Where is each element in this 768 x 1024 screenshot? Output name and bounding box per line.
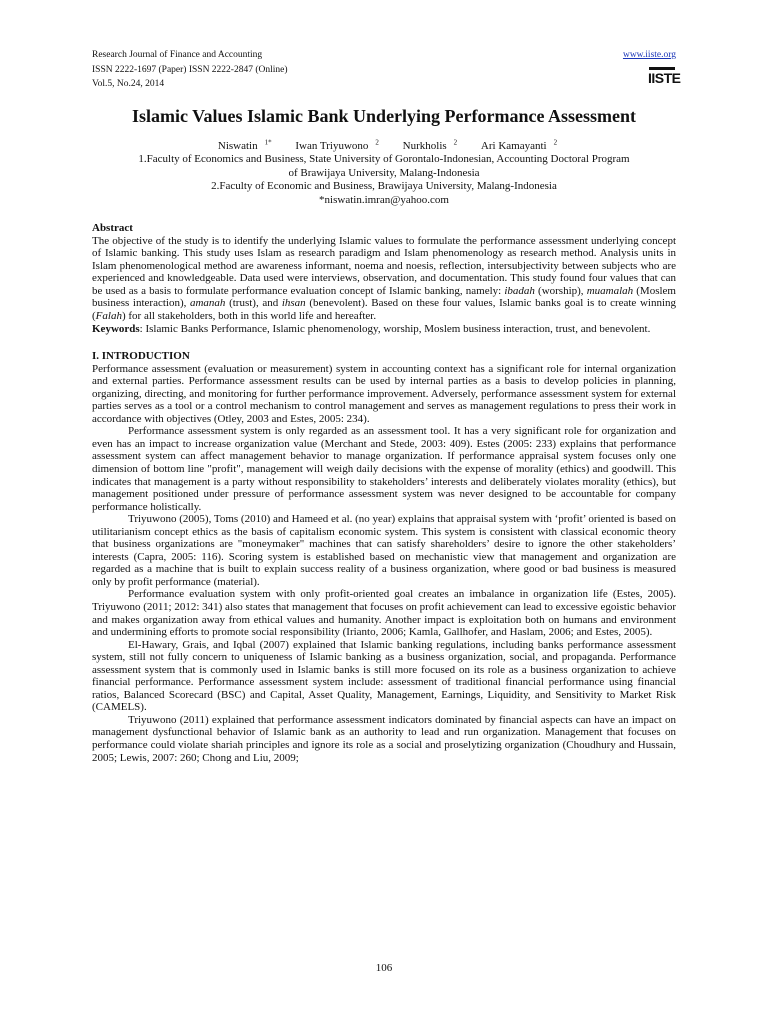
paragraph: Triyuwono (2011) explained that performance assessment indicators dominated by financial aspects can have an impact on management dysfunctional behavior of Islamic bank as an authority to lead and run organization. Management that focuses on performance could violate shariah principles and ignore its role as a social and proselytizing organization (Choudhury and Hussain, 2005; Lewis, 2007: 260; Chong and Liu, 2009; — [92, 713, 676, 764]
paragraph: Triyuwono (2005), Toms (2010) and Hameed et al. (no year) explains that appraisal system with ‘profit’ oriented is based on utilitarianism concept ethics as the basis of capitalism economic system. This system is consistent with classical economic theory that business organizations are "moneymaker" machines that can satisfy shareholders’ desire to ignore the other stakeholders’ interests (Capra, 2005: 116). Scoring system is established based on mechanistic view that management and organization are regarded as a machine that is built to explain success reality of a business organization, where good or bad business is measured only by profit performance (material). — [92, 513, 676, 588]
paper-title: Islamic Values Islamic Bank Underlying Performance Assessment — [132, 106, 636, 126]
author-list — [92, 136, 676, 153]
affiliation-line: of Brawijaya University, Malang-Indonesia — [288, 166, 480, 179]
author: Nurkholis $^2$ — [402, 138, 458, 152]
corresponding-email: *niswatin.imran@yahoo.com — [319, 193, 449, 206]
author: Ari Kamayanti $^2$ — [480, 138, 558, 152]
journal-volume: Vol.5, No.24, 2014 — [92, 79, 165, 89]
journal-issn: ISSN 2222-1697 (Paper) ISSN 2222-2847 (Online) — [92, 64, 288, 75]
logo-text: IISTE — [648, 69, 681, 86]
journal-branding — [622, 48, 681, 95]
paragraph: Performance evaluation system with only profit-oriented goal creates an imbalance in organization life (Estes, 2005). Triyuwono (2011; 2012: 341) also states that management that focuses on profit achievement can lead to excessive egoistic behavior and makes organization away from ethical values and humanity. Another impact is exploitation both on humans and environment and undermining efforts to promote social responsibility (Irianto, 2006; Kamla, Gallhofer, and Haslam, 2006; and Estes, 2005). — [92, 588, 676, 639]
section-heading-introduction: I. INTRODUCTION — [92, 350, 190, 363]
affiliation-line: 2.Faculty of Economic and Business, Brawijaya University, Malang-Indonesia — [211, 180, 557, 193]
abstract-text: The objective of the study is to identify the underlying Islamic values to formulate the performance assessment underlying concept of Islamic banking. This study uses Islam as research paradigm and Islam phenomenology as research method. Analysis units in Islam phenomenological method are awareness informant, noema and noesis, reflection, intersubjectivity between subjects who are experienced and knowledgeable. Data used were interviews, observation, and documentation. This study found four values that can be used as a basis to formulate performance evaluation concept of Islamic banking, namely: ibadah (worship), muamalah (Moslem business interaction), amanah (trust), and ihsan (benevolent). Based on these four values, Islamic banks goal is to create winning (Falah) for all stakeholders, both in this world life and hereafter. — [92, 234, 676, 322]
affiliation-line: 1.Faculty of Economics and Business, State University of Gorontalo-Indonesian, Accounting Doctoral Program — [138, 153, 630, 166]
iiste-logo-icon — [648, 66, 681, 90]
paragraph: El-Hawary, Grais, and Iqbal (2007) explained that Islamic banking regulations, including banks performance assessment system, still not fully concern to uniqueness of Islamic banking as a business organization, social, and propaganda. Performance assessment system that is commonly used in Islamic banks is still more focused on its role as a business organization to achieve financial performance. Performance assessment system include: assessment of traditional financial performance using financial ratios, Balanced Scorecard (BSC) and Capital, Asset Quality, Management, Earnings, Liquidity, and Sensitivity to Market Risk (CAMELS). — [92, 638, 676, 714]
keywords: Keywords: Islamic Banks Performance, Islamic phenomenology, worship, Moslem business interaction, trust, and benevolent. — [92, 322, 651, 335]
keywords-label: Keywords — [92, 322, 140, 335]
author: Niswatin $^{1*}$ — [217, 138, 272, 152]
journal-info — [92, 48, 676, 92]
paragraph: Performance assessment (evaluation or measurement) system in accounting context has a significant role for internal organization and external parties. Performance assessment results can be used by internal parties as a basis to develop policies in planning, organizing, directing, and monitoring for further performance improvement. Adversely, performance assessment system for external parties serves as a tool or a control mechanism to control management and serves as management regulations to press their work in accordance with objectives (Otley, 2003 and Estes, 2005: 234). — [92, 362, 676, 425]
journal-name: Research Journal of Finance and Accounting — [92, 50, 263, 60]
page-number: 106 — [375, 962, 393, 974]
affiliations — [92, 153, 676, 207]
journal-header — [92, 48, 681, 94]
journal-website-link[interactable]: www.iiste.org — [622, 50, 676, 60]
paragraph: Performance assessment system is only regarded as an assessment tool. It has a very significant role for organization and even has an impact to increase organization value (Merchant and Stede, 2003: 409). Estes (2005: 233) explains that performance assessment system can affect management behavior to manage organization. If performance appraisal system focuses only one dimension of bottom line "profit", management will weigh daily decisions with the expense of morality (ethics) and goodwill. This indicates that management is a party without responsibility to stakeholders’ interests and deliberately violates morality (ethics), but management positioned under pressure of performance assessment system was never designed to be accountable for company performance holistically. — [92, 425, 676, 513]
abstract-heading: Abstract — [92, 222, 133, 235]
author: Iwan Triyuwono $^2$ — [295, 138, 379, 152]
